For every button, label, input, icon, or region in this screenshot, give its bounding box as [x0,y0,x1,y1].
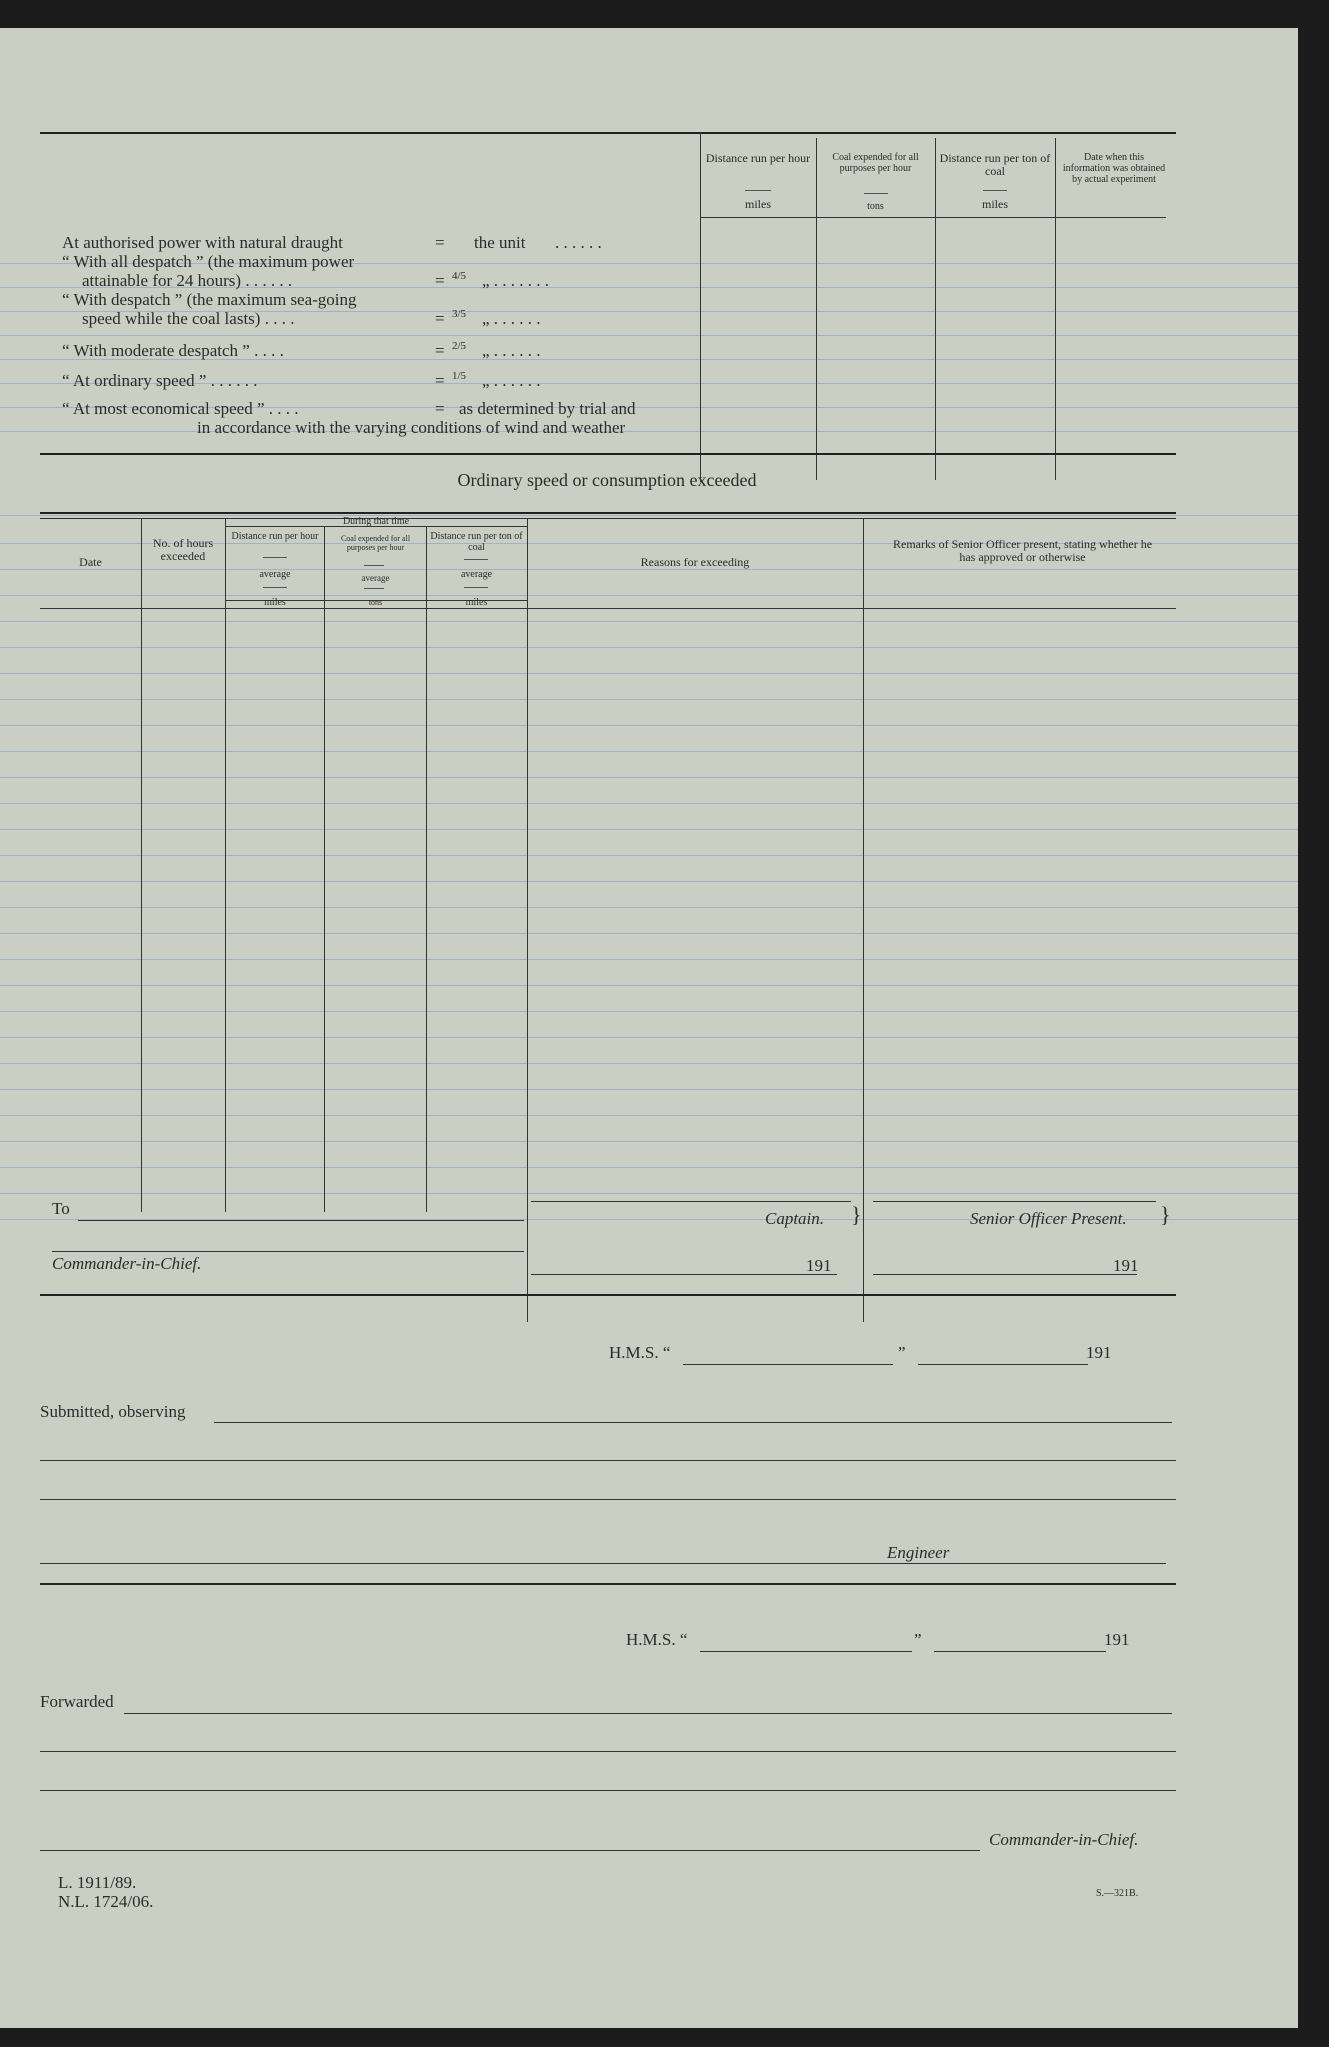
row-all-despatch-fraction: 4/5 [452,270,467,282]
c3-header: Distance run per ton of coal [430,531,523,553]
row-all-despatch-label-2: attainable for 24 hours) . . . . . . [82,271,293,290]
forwarded-hms: H.M.S. “ [626,1630,688,1649]
c2-header: Coal expended for all purposes per hour [340,534,411,552]
row-ordinary-fraction: 1/5 [452,370,467,382]
col-reasons-header: Reasons for exceeding [640,555,750,569]
bracket-captain: } [851,1202,862,1227]
submitted-label: Submitted, observing [40,1402,186,1421]
forwarded-year: 191 [1104,1630,1130,1649]
row-despatch-label: “ With despatch ” (the maximum sea-going [62,290,357,309]
row-ordinary-label: “ At ordinary speed ” . . . . . . [62,371,258,390]
c2-average: average [361,573,390,583]
col-distance-per-hour-unit: miles [745,197,771,211]
row-authorised-value: the unit [474,233,526,252]
captain-label: Captain. [765,1209,825,1228]
c3-unit: miles [465,597,488,608]
col-coal-per-hour-unit: tons [867,201,884,212]
bracket-senior: } [1160,1202,1171,1227]
during-that-time: During that time [342,516,410,527]
row-economical-value: as determined by trial and [459,399,636,418]
row-all-despatch-label: “ With all despatch ” (the maximum power [62,252,355,271]
col-remarks-header: Remarks of Senior Officer present, stating whether he has approved or otherwise [892,537,1153,564]
section-title: Ordinary speed or consumption exceeded [457,470,757,490]
row-ordinary-value: „ . . . . . . [482,371,541,390]
forwarded-close-quote: ” [914,1630,922,1649]
submitted-year: 191 [1086,1343,1112,1362]
row-economical-label: “ At most economical speed ” . . . . [62,399,299,418]
row-all-despatch-value: „ . . . . . . . [482,271,550,290]
row-ordinary-eq: = [435,371,445,390]
c3-average: average [460,569,493,580]
row-despatch-eq: = [435,309,445,328]
c2-unit: tons [368,598,383,607]
row-economical-label-2: in accordance with the varying conditions of wind and weather [197,418,626,437]
row-moderate-value: „ . . . . . . [482,341,541,360]
col-distance-per-ton-header: Distance run per ton of coal [939,151,1051,178]
col-coal-per-hour-header: Coal expended for all purposes per hour [832,152,919,174]
form-page [0,28,1298,2028]
c1-average: average [259,569,291,580]
col-hours-header: No. of hours exceeded [152,536,214,563]
cic-label: Commander-in-Chief. [52,1254,202,1273]
col-distance-per-ton-unit: miles [982,197,1008,211]
ref-l: L. 1911/89. [58,1873,137,1892]
row-despatch-fraction: 3/5 [452,308,467,320]
ref-nl: N.L. 1724/06. [58,1892,154,1911]
col-date-obtained-header: Date when this information was obtained by actual experiment [1062,152,1166,185]
row-authorised-label: At authorised power with natural draught [62,233,343,252]
senior-officer-label: Senior Officer Present. [970,1209,1127,1228]
row-moderate-eq: = [435,341,445,360]
row-all-despatch-eq: = [435,271,445,290]
submitted-close-quote: ” [898,1343,906,1362]
to-label: To [52,1199,70,1218]
c1-unit: miles [264,597,286,608]
senior-year: 191 [1113,1256,1139,1275]
row-moderate-label: “ With moderate despatch ” . . . . [62,341,284,360]
row-authorised-dots: . . . . . . [555,233,602,252]
col-date-header: Date [79,555,102,569]
form-number: S.—321B. [1096,1888,1139,1899]
row-moderate-fraction: 2/5 [452,340,467,352]
c1-header: Distance run per hour [231,531,319,542]
row-economical-eq: = [435,399,445,418]
forwarded-label: Forwarded [40,1692,114,1711]
row-authorised-eq: = [435,233,445,252]
col-distance-per-hour-header: Distance run per hour [705,151,811,165]
row-despatch-label-2: speed while the coal lasts) . . . . [82,309,295,328]
row-despatch-value: „ . . . . . . [482,309,541,328]
submitted-hms: H.M.S. “ [609,1343,671,1362]
captain-year: 191 [806,1256,832,1275]
engineer-label: Engineer [887,1543,950,1562]
forwarded-cic-label: Commander-in-Chief. [989,1830,1139,1849]
